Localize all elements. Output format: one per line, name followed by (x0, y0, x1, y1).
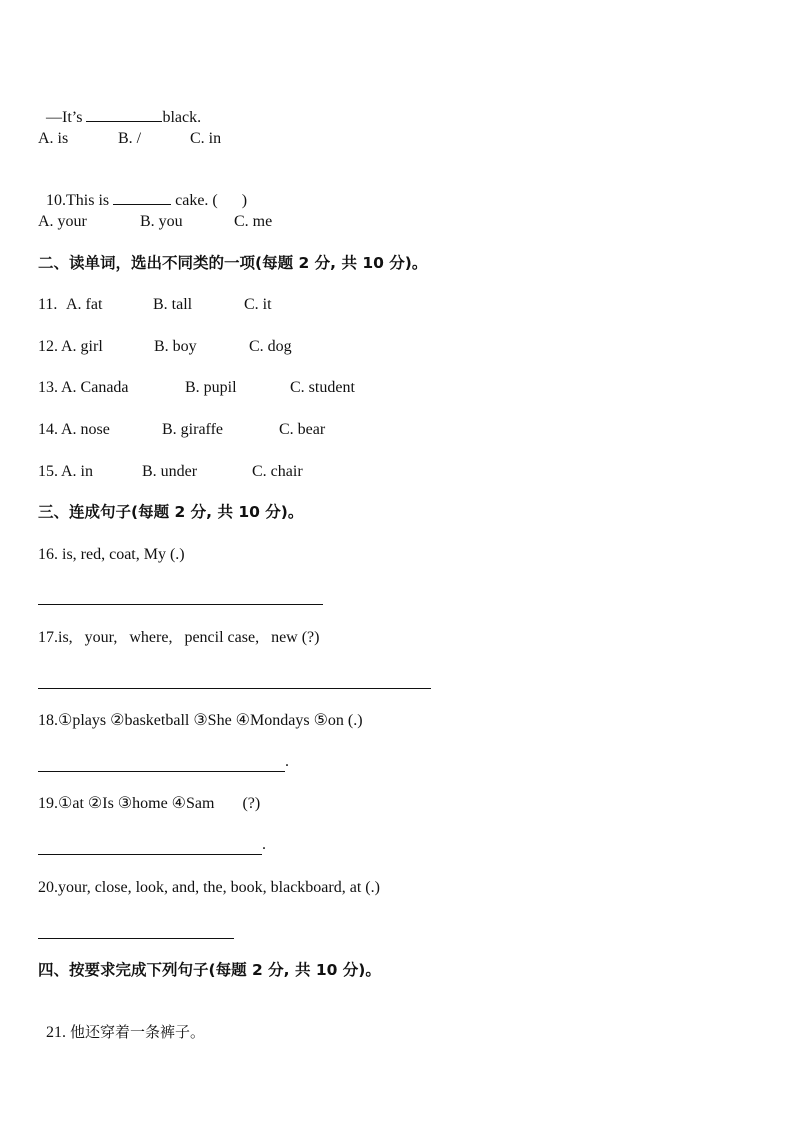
answer-line-18[interactable] (38, 771, 285, 772)
question-16: 16. is, red, coat, My (.) (38, 546, 185, 563)
option-a: A. in (61, 463, 93, 480)
question-21 (38, 1002, 205, 1043)
answer-line-16[interactable] (38, 604, 323, 605)
option-b: B. boy (154, 338, 197, 355)
option-c: C. chair (252, 463, 303, 480)
option-b: B. you (140, 213, 183, 230)
option-c: C. in (190, 130, 222, 147)
option-b: B. under (142, 463, 198, 480)
question-21-text: 他还穿着一条裤子。 (70, 1023, 206, 1041)
answer-line-19[interactable] (38, 854, 262, 855)
question-number: 13. (38, 379, 58, 396)
answer-period-19: . (262, 836, 266, 853)
section-4-heading: 四、按要求完成下列句子(每题 2 分, 共 10 分)。 (38, 961, 381, 979)
option-a: A. is (38, 130, 69, 147)
option-a: A. your (38, 213, 87, 230)
question-17: 17.is, your, where, pencil case, new (?) (38, 629, 320, 646)
option-c: C. me (234, 213, 273, 230)
q9-blank[interactable] (86, 107, 162, 122)
question-number: 15. (38, 463, 58, 480)
option-a: A. fat (66, 296, 103, 313)
question-9-answer-line (38, 87, 201, 128)
q10-prefix: 10.This is (46, 192, 114, 209)
q9-suffix: black. (162, 109, 202, 126)
question-10 (38, 170, 247, 211)
section-2-heading: 二、读单词，选出不同类的一项(每题 2 分, 共 10 分)。 (38, 254, 428, 272)
question-number: 21. (46, 1024, 70, 1041)
question-19: 19.①at ②Is ③home ④Sam (?) (38, 795, 261, 812)
option-b: B. / (118, 130, 142, 147)
option-b: B. tall (153, 296, 193, 313)
option-b: B. giraffe (162, 421, 224, 438)
option-a: A. Canada (61, 379, 129, 396)
q9-prefix: —It’s (46, 109, 87, 126)
option-a: A. nose (61, 421, 110, 438)
answer-line-17[interactable] (38, 688, 431, 689)
option-c: C. student (290, 379, 355, 396)
option-c: C. dog (249, 338, 292, 355)
q10-blank[interactable] (113, 190, 171, 205)
option-c: C. bear (279, 421, 326, 438)
option-b: B. pupil (185, 379, 237, 396)
question-10-options (38, 212, 438, 292)
option-c: C. it (244, 296, 272, 313)
question-number: 12. (38, 338, 58, 355)
answer-line-20[interactable] (38, 938, 234, 939)
question-20: 20.your, close, look, and, the, book, blackboard, at (.) (38, 879, 380, 896)
q10-suffix: cake. ( ) (171, 192, 248, 209)
option-a: A. girl (61, 338, 103, 355)
question-18: 18.①plays ②basketball ③She ④Mondays ⑤on (.) (38, 712, 363, 729)
section-3-heading: 三、连成句子(每题 2 分, 共 10 分)。 (38, 503, 304, 521)
question-number: 11. (38, 296, 58, 313)
answer-period-18: . (285, 753, 289, 770)
question-number: 14. (38, 421, 58, 438)
